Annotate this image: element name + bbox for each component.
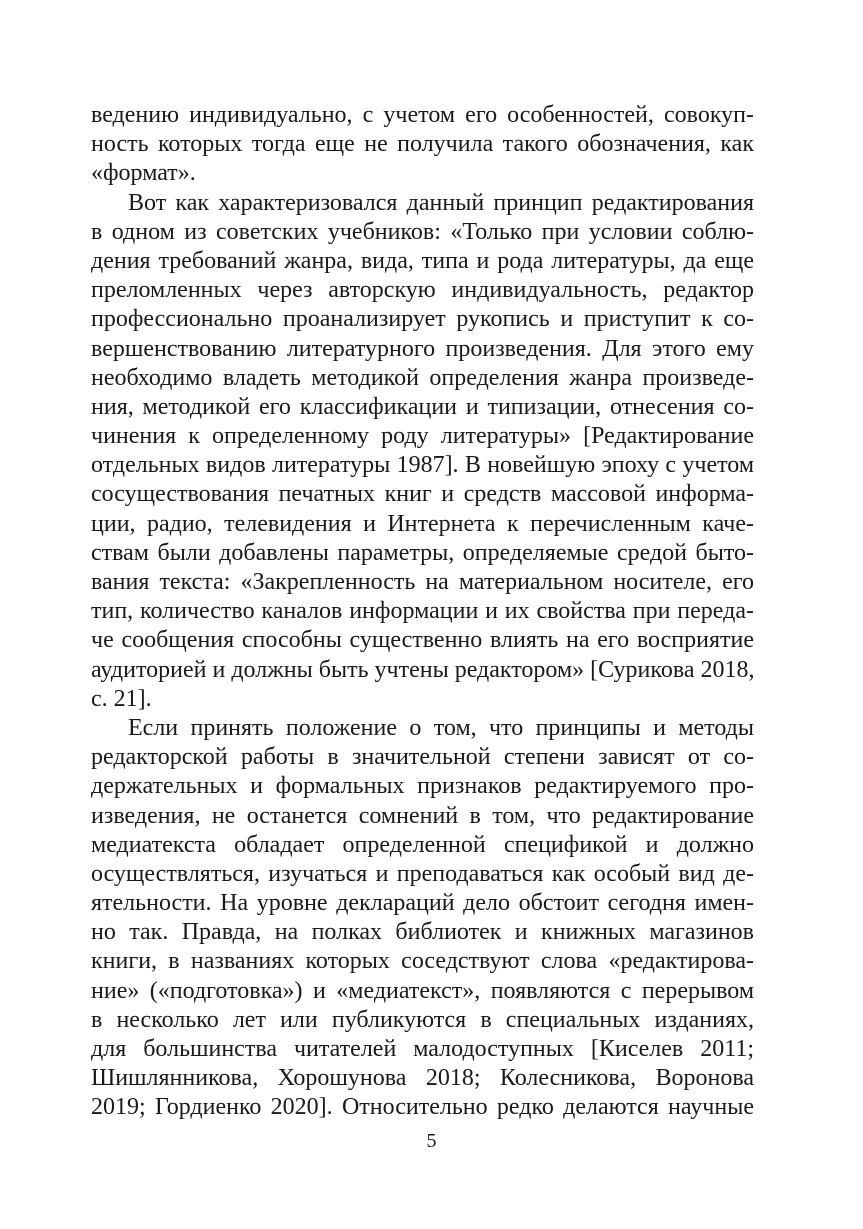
text-line: ятельности. На уровне деклараций дело обстоит сегодня имен- [91, 890, 754, 917]
text-line: необходимо владеть методикой определения жанра произведе- [91, 364, 754, 391]
page-number: 5 [426, 1130, 437, 1152]
text-line: сосуществования печатных книг и средств массовой информа- [91, 481, 754, 508]
text-line: профессионально проанализирует рукопись и приступит к со- [91, 306, 754, 333]
text-line: 2019; Гордиенко 2020]. Относительно редко делаются научные [91, 1094, 754, 1121]
text-line: для большинства читателей малодоступных [Киселев 2011; [91, 1036, 754, 1062]
paragraph-3 [91, 714, 754, 1123]
text-line: «формат». [91, 160, 196, 187]
paragraph-1 [91, 101, 754, 189]
text-line: дения требований жанра, вида, типа и рода литературы, да еще [91, 247, 754, 274]
text-line: преломленных через авторскую индивидуальность, редактор [91, 277, 754, 304]
text-line: че сообщения способны существенно влиять на его восприятие [91, 627, 754, 654]
text-line: с. 21]. [91, 685, 152, 712]
text-line: в одном из советских учебников: «Только при условии соблю- [91, 218, 754, 245]
text-line: ведению индивидуально, с учетом его особенностей, совокуп- [91, 102, 754, 128]
text-line: редакторской работы в значительной степени зависят от со- [91, 744, 754, 771]
paragraph-2 [91, 189, 754, 714]
text-line: аудиторией и должны быть учтены редактором» [Сурикова 2018, [91, 656, 755, 683]
text-line: ния, методикой его классификации и типизации, отнесения со- [91, 393, 754, 420]
text-line: медиатекста обладает определенной спецификой и должно [91, 831, 754, 858]
text-line: ние» («подготовка») и «медиатекст», появляются с перерывом [91, 977, 754, 1004]
text-line: отдельных видов литературы 1987]. В новейшую эпоху с учетом [91, 452, 754, 479]
text-line: ции, радио, телевидения и Интернета к перечисленным каче- [91, 510, 754, 537]
text-line: Вот как характеризовался данный принцип редактирования [128, 189, 754, 216]
text-line: в несколько лет или публикуются в специальных изданиях, [91, 1006, 754, 1033]
text-line: Шишлянникова, Хорошунова 2018; Колесникова, Воронова [91, 1065, 754, 1092]
text-line: осуществляться, изучаться и преподаваться как особый вид де- [91, 860, 754, 887]
text-line: изведения, не останется сомнений в том, что редактирование [91, 802, 754, 829]
text-line: вания текста: «Закрепленность на материальном носителе, его [91, 569, 754, 595]
text-line: вершенствованию литературного произведения. Для этого ему [91, 335, 754, 362]
text-line: тип, количество каналов информации и их свойства при переда- [91, 598, 754, 625]
text-line: ствам были добавлены параметры, определяемые средой быто- [91, 539, 754, 566]
body-text [91, 101, 754, 1123]
text-line: ность которых тогда еще не получила такого обозначения, как [91, 131, 754, 158]
text-line: держательных и формальных признаков редактируемого про- [91, 773, 754, 800]
text-line: книги, в названиях которых соседствуют слова «редактирова- [91, 948, 754, 975]
text-line: Если принять положение о том, что принципы и методы [128, 714, 754, 741]
text-line: чинения к определенному роду литературы» [Редактирование [91, 423, 754, 450]
text-line: но так. Правда, на полках библиотек и книжных магазинов [91, 919, 754, 946]
